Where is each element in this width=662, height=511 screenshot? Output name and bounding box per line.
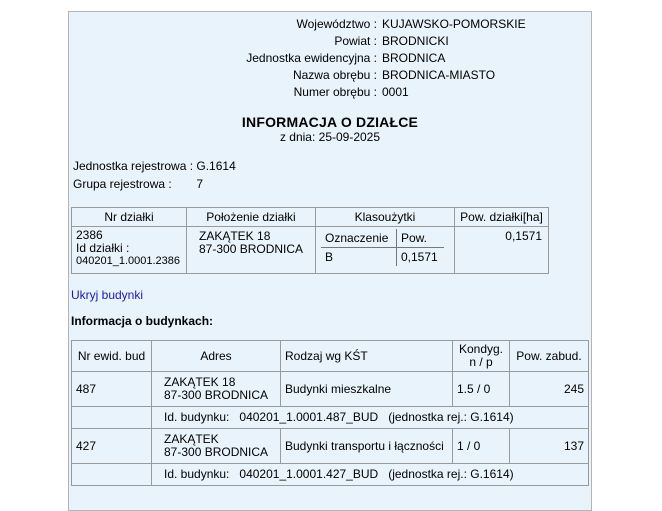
building-address: [152, 429, 281, 464]
land-use-cell: [316, 227, 455, 274]
page-title: INFORMACJA O DZIAŁCE: [241, 114, 419, 130]
building-id-row: [72, 464, 589, 486]
header-row-powiat: [69, 33, 591, 49]
building-type: Budynki mieszkalne: [281, 372, 453, 407]
building-id-label: Id. budynku:: [164, 410, 230, 424]
header-label: Jednostka ewidencyjna :: [246, 51, 377, 65]
building-storeys: 1.5 / 0: [453, 372, 510, 407]
building-address: [152, 372, 281, 407]
building-row: [72, 372, 589, 407]
col-header: Pow. działki[ha]: [455, 208, 549, 227]
parcel-location-line1: ZAKĄTEK 18: [199, 229, 271, 243]
registry-group-value: 7: [196, 177, 204, 191]
parcel-table: [71, 207, 549, 274]
col-header: Nr ewid. bud: [72, 341, 152, 372]
header-label: Powiat :: [334, 34, 377, 48]
land-use-area: 0,1571: [401, 250, 438, 264]
registry-group-label: Grupa rejestrowa :: [73, 177, 172, 191]
parcel-number: 2386: [76, 228, 103, 242]
col-header: Klasoużytki: [316, 208, 455, 227]
land-use-col-header: Oznaczenie: [321, 229, 397, 248]
col-header: Adres: [152, 341, 281, 372]
building-number: 427: [72, 429, 152, 464]
building-area: 245: [510, 372, 589, 407]
col-header-line: Kondyg.: [458, 342, 504, 356]
building-registry-unit: (jednostka rej.: G.1614): [388, 410, 514, 424]
header-row-nazwa-obrebu: [69, 67, 591, 83]
col-header-storeys: [453, 341, 510, 372]
building-storeys: 1 / 0: [453, 429, 510, 464]
land-use-header: [321, 229, 444, 248]
registry-group: [73, 176, 203, 192]
building-id-value: 040201_1.0001.487_BUD: [239, 410, 379, 424]
report-date: z dnia: 25-09-2025: [279, 130, 381, 144]
header-value: 0001: [382, 85, 409, 99]
land-use-col-header: Pow.: [397, 229, 445, 248]
parcel-location-cell: [187, 227, 316, 274]
buildings-table: [71, 340, 589, 486]
building-address-line1: ZAKĄTEK: [164, 432, 219, 446]
building-number: 487: [72, 372, 152, 407]
header-row-numer-obrebu: [69, 84, 591, 100]
building-id-label: Id. budynku:: [164, 467, 230, 481]
building-id-row: [72, 407, 589, 429]
col-header: Położenie działki: [187, 208, 316, 227]
land-use-class: B: [321, 248, 397, 267]
land-use-row: [321, 248, 444, 267]
parcel-info-sheet: [68, 11, 592, 511]
header-value: BRODNICA: [382, 51, 446, 65]
col-header: Rodzaj wg KŚT: [281, 341, 453, 372]
building-address-line1: ZAKĄTEK 18: [164, 375, 236, 389]
building-address-line2: 87-300 BRODNICA: [164, 388, 269, 402]
buildings-heading: Informacja o budynkach:: [71, 314, 214, 328]
parcel-number-cell: [72, 227, 187, 274]
building-id: [152, 464, 589, 486]
parcel-id-value: 040201_1.0001.2386: [76, 255, 180, 267]
header-value: KUJAWSKO-POMORSKIE: [382, 17, 526, 31]
buildings-table-header: [72, 341, 589, 372]
building-registry-unit: (jednostka rej.: G.1614): [388, 467, 514, 481]
building-row: [72, 429, 589, 464]
col-header: Pow. zabud.: [510, 341, 589, 372]
land-use-table: [321, 229, 444, 266]
header-value: BRODNICKI: [382, 34, 449, 48]
building-id: [152, 407, 589, 429]
parcel-location-line2: 87-300 BRODNICA: [199, 242, 304, 256]
registry-unit: Jednostka rejestrowa : G.1614: [73, 159, 236, 173]
header-label: Województwo :: [296, 17, 377, 31]
header-value: BRODNICA-MIASTO: [382, 68, 496, 82]
col-header-line: n / p: [469, 355, 493, 369]
parcel-table-header: [72, 208, 549, 227]
parcel-row: [72, 227, 549, 274]
parcel-id-label: Id działki :: [76, 241, 130, 255]
building-type: Budynki transportu i łączności: [281, 429, 453, 464]
header-label: Numer obrębu :: [293, 85, 377, 99]
header-row-jednostka: [69, 50, 591, 66]
header-row-wojewodztwo: [69, 16, 591, 32]
building-id-value: 040201_1.0001.427_BUD: [239, 467, 379, 481]
col-header: Nr działki: [72, 208, 187, 227]
building-area: 137: [510, 429, 589, 464]
building-address-line2: 87-300 BRODNICA: [164, 445, 269, 459]
hide-buildings-link[interactable]: Ukryj budynki: [71, 288, 144, 302]
header-label: Nazwa obrębu :: [292, 68, 377, 82]
parcel-area: 0,1571: [455, 227, 549, 274]
